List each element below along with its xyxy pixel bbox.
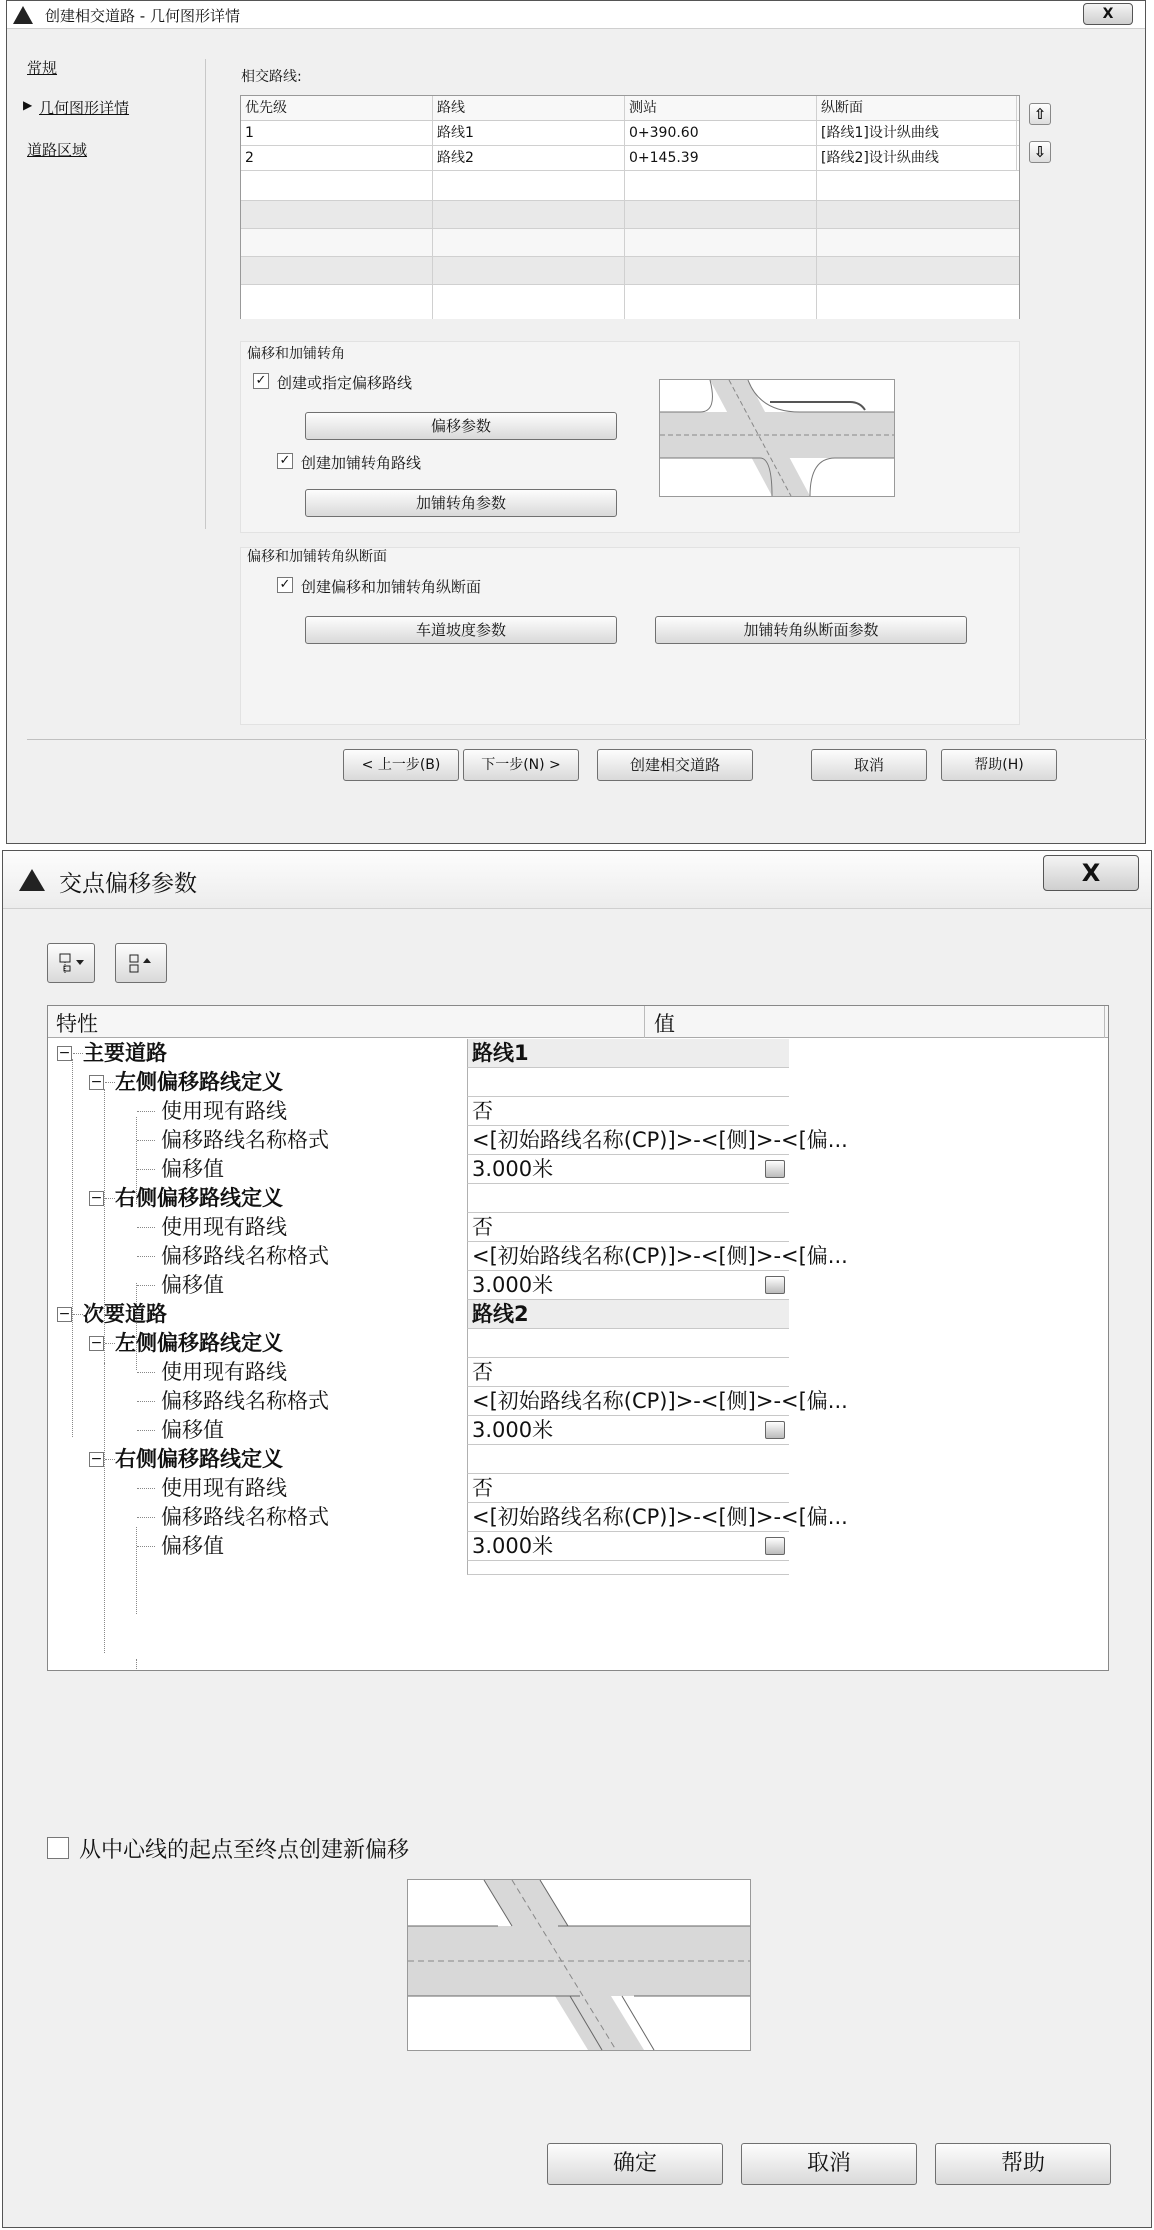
table-header bbox=[241, 96, 1019, 121]
new-offset-label: 从中心线的起点至终点创建新偏移 bbox=[79, 1838, 410, 1863]
table-row[interactable] bbox=[241, 121, 1019, 146]
property-label: 使用现有路线 bbox=[161, 1476, 287, 1500]
grid-header bbox=[48, 1006, 1108, 1038]
subsection-value bbox=[467, 1068, 789, 1097]
subsection-label: 右侧偏移路线定义 bbox=[115, 1186, 283, 1210]
help-button[interactable]: 帮助 bbox=[935, 2143, 1111, 2185]
use-existing-value-text: 否 bbox=[472, 1099, 493, 1123]
group1-title: 偏移和加铺转角 bbox=[247, 346, 345, 362]
create-intersection-button[interactable]: 创建相交道路 bbox=[597, 749, 753, 781]
cell-profile: [路线1]设计纵曲线 bbox=[817, 121, 1017, 145]
property-row[interactable] bbox=[49, 1387, 848, 1416]
cell-priority: 1 bbox=[241, 121, 433, 145]
section-row[interactable] bbox=[49, 1039, 789, 1068]
cancel-button[interactable]: 取消 bbox=[741, 2143, 917, 2185]
empty-row bbox=[49, 1561, 789, 1575]
title-bar bbox=[7, 1, 1145, 29]
pick-in-drawing-icon[interactable] bbox=[765, 1537, 785, 1555]
col-priority[interactable]: 优先级 bbox=[241, 96, 433, 120]
subsection-label: 右侧偏移路线定义 bbox=[115, 1447, 283, 1471]
collapse-icon[interactable]: − bbox=[90, 1451, 103, 1467]
table-row[interactable] bbox=[241, 146, 1019, 171]
cell-station: 0+390.60 bbox=[625, 121, 817, 145]
curb-profile-button[interactable]: 加铺转角纵断面参数 bbox=[655, 616, 967, 644]
cancel-button[interactable]: 取消 bbox=[811, 749, 927, 781]
nav-geometry[interactable]: 几何图形详情 bbox=[39, 99, 130, 117]
collapse-icon[interactable]: − bbox=[58, 1045, 71, 1061]
property-row[interactable] bbox=[49, 1416, 789, 1445]
lane-slope-button[interactable]: 车道坡度参数 bbox=[305, 616, 617, 644]
property-row[interactable] bbox=[49, 1474, 789, 1503]
dialog-title: 交点偏移参数 bbox=[59, 871, 197, 897]
profile-checkbox-label: 创建偏移和加铺转角纵断面 bbox=[301, 578, 482, 596]
property-row[interactable] bbox=[49, 1126, 848, 1155]
offset-value-text: 3.000米 bbox=[472, 1157, 554, 1181]
empty-row bbox=[241, 229, 1019, 257]
property-row[interactable] bbox=[49, 1242, 848, 1271]
close-button[interactable]: X bbox=[1043, 855, 1139, 891]
offset-value-text: 3.000米 bbox=[472, 1273, 554, 1297]
cell-priority: 2 bbox=[241, 146, 433, 170]
offset-value-text: 3.000米 bbox=[472, 1418, 554, 1442]
property-label: 偏移值 bbox=[161, 1534, 224, 1558]
empty-row bbox=[241, 201, 1019, 229]
section-value[interactable]: 路线1 bbox=[467, 1039, 789, 1068]
empty-row bbox=[241, 257, 1019, 285]
offset-checkbox[interactable]: ✓ bbox=[253, 373, 269, 389]
nav-divider bbox=[205, 59, 206, 529]
subsection-label: 左侧偏移路线定义 bbox=[115, 1331, 283, 1355]
collapse-icon[interactable]: − bbox=[90, 1190, 103, 1206]
collapse-icon[interactable]: − bbox=[90, 1335, 103, 1351]
use-existing-value[interactable] bbox=[467, 1474, 789, 1503]
section-value[interactable]: 路线2 bbox=[467, 1300, 789, 1329]
offset-preview-image bbox=[659, 379, 895, 497]
header-divider bbox=[644, 1006, 645, 1038]
list-label: 相交路线: bbox=[241, 69, 302, 85]
pick-in-drawing-icon[interactable] bbox=[765, 1421, 785, 1439]
alphabetical-view-button[interactable] bbox=[115, 943, 167, 983]
intersection-preview-image bbox=[407, 1879, 751, 2051]
ok-button[interactable]: 确定 bbox=[547, 2143, 723, 2185]
col-alignment[interactable]: 路线 bbox=[433, 96, 625, 120]
col-profile[interactable]: 纵断面 bbox=[817, 96, 1017, 120]
intersection-dialog bbox=[6, 0, 1146, 844]
title-bar bbox=[3, 851, 1151, 909]
cell-alignment: 路线1 bbox=[433, 121, 625, 145]
section-label: 次要道路 bbox=[83, 1302, 167, 1326]
subsection-value bbox=[467, 1329, 789, 1358]
header-divider bbox=[1104, 1006, 1105, 1038]
help-button[interactable]: 帮助(H) bbox=[941, 749, 1057, 781]
back-button[interactable]: < 上一步(B) bbox=[343, 749, 459, 781]
autocad-logo-icon bbox=[19, 869, 45, 891]
subsection-value bbox=[467, 1184, 789, 1213]
subsection-row[interactable] bbox=[49, 1184, 789, 1213]
header-property[interactable]: 特性 bbox=[56, 1012, 98, 1036]
subsection-value bbox=[467, 1445, 789, 1474]
property-label: 偏移路线名称格式 bbox=[161, 1389, 329, 1413]
property-row[interactable] bbox=[49, 1155, 789, 1184]
name-format-value[interactable] bbox=[467, 1242, 848, 1271]
pick-in-drawing-icon[interactable] bbox=[765, 1276, 785, 1294]
col-station[interactable]: 测站 bbox=[625, 96, 817, 120]
pick-in-drawing-icon[interactable] bbox=[765, 1160, 785, 1178]
name-format-value-text: <[初始路线名称(CP)]>-<[侧]>-<[偏... bbox=[472, 1505, 848, 1529]
property-label: 偏移值 bbox=[161, 1273, 224, 1297]
property-row[interactable] bbox=[49, 1503, 848, 1532]
offset-value[interactable] bbox=[467, 1155, 789, 1184]
subsection-row[interactable] bbox=[49, 1068, 789, 1097]
property-row[interactable] bbox=[49, 1532, 789, 1561]
collapse-icon[interactable]: − bbox=[90, 1074, 103, 1090]
use-existing-value[interactable] bbox=[467, 1358, 789, 1387]
property-label: 使用现有路线 bbox=[161, 1215, 287, 1239]
alignments-table bbox=[240, 95, 1020, 319]
property-row[interactable] bbox=[49, 1271, 789, 1300]
nav-general[interactable]: 常规 bbox=[27, 59, 58, 77]
property-row[interactable] bbox=[49, 1097, 789, 1126]
property-label: 偏移值 bbox=[161, 1418, 224, 1442]
cell-station: 0+145.39 bbox=[625, 146, 817, 170]
name-format-value-text: <[初始路线名称(CP)]>-<[侧]>-<[偏... bbox=[472, 1244, 848, 1268]
next-button[interactable]: 下一步(N) > bbox=[463, 749, 579, 781]
property-label: 偏移路线名称格式 bbox=[161, 1128, 329, 1152]
property-grid bbox=[47, 1005, 1109, 1671]
section-row[interactable] bbox=[49, 1300, 789, 1329]
new-offset-checkbox[interactable] bbox=[47, 1837, 69, 1859]
property-label: 偏移路线名称格式 bbox=[161, 1244, 329, 1268]
categorized-view-button[interactable] bbox=[47, 943, 95, 983]
curb-checkbox[interactable]: ✓ bbox=[277, 453, 293, 469]
offset-value-text: 3.000米 bbox=[472, 1534, 554, 1558]
nav-region[interactable]: 道路区域 bbox=[27, 141, 88, 159]
curb-checkbox-label: 创建加铺转角路线 bbox=[301, 454, 422, 472]
name-format-value-text: <[初始路线名称(CP)]>-<[侧]>-<[偏... bbox=[472, 1389, 848, 1413]
curb-params-button[interactable]: 加铺转角参数 bbox=[305, 489, 617, 517]
property-label: 使用现有路线 bbox=[161, 1099, 287, 1123]
name-format-value[interactable] bbox=[467, 1503, 848, 1532]
group2-title: 偏移和加铺转角纵断面 bbox=[247, 549, 387, 565]
name-format-value[interactable] bbox=[467, 1126, 848, 1155]
empty-row bbox=[241, 171, 1019, 201]
offset-value[interactable] bbox=[467, 1532, 789, 1561]
autocad-logo-icon bbox=[13, 6, 33, 24]
name-format-value[interactable] bbox=[467, 1387, 848, 1416]
grid-body bbox=[48, 1039, 1108, 1671]
use-existing-value-text: 否 bbox=[472, 1215, 493, 1239]
cell-alignment: 路线2 bbox=[433, 146, 625, 170]
section-label: 主要道路 bbox=[83, 1041, 167, 1065]
property-label: 偏移值 bbox=[161, 1157, 224, 1181]
property-row[interactable] bbox=[49, 1358, 789, 1387]
property-row[interactable] bbox=[49, 1213, 789, 1242]
collapse-icon[interactable]: − bbox=[58, 1306, 71, 1322]
offset-checkbox-label: 创建或指定偏移路线 bbox=[277, 374, 413, 392]
dialog-title: 创建相交道路 - 几何图形详情 bbox=[45, 7, 240, 25]
nav-arrow-icon: ▶ bbox=[23, 98, 33, 112]
subsection-label: 左侧偏移路线定义 bbox=[115, 1070, 283, 1094]
move-up-button[interactable]: ⇧ bbox=[1029, 103, 1051, 125]
use-existing-value[interactable] bbox=[467, 1097, 789, 1126]
offset-value[interactable] bbox=[467, 1271, 789, 1300]
use-existing-value-text: 否 bbox=[472, 1476, 493, 1500]
close-button[interactable]: X bbox=[1083, 3, 1133, 25]
header-value[interactable]: 值 bbox=[654, 1012, 675, 1036]
property-label: 使用现有路线 bbox=[161, 1360, 287, 1384]
empty-row bbox=[241, 285, 1019, 319]
subsection-row[interactable] bbox=[49, 1329, 789, 1358]
subsection-row[interactable] bbox=[49, 1445, 789, 1474]
profile-checkbox[interactable]: ✓ bbox=[277, 577, 293, 593]
offset-params-button[interactable]: 偏移参数 bbox=[305, 412, 617, 440]
offset-value[interactable] bbox=[467, 1416, 789, 1445]
offset-params-dialog bbox=[2, 850, 1152, 2228]
move-down-button[interactable]: ⇩ bbox=[1029, 141, 1051, 163]
use-existing-value[interactable] bbox=[467, 1213, 789, 1242]
name-format-value-text: <[初始路线名称(CP)]>-<[侧]>-<[偏... bbox=[472, 1128, 848, 1152]
property-label: 偏移路线名称格式 bbox=[161, 1505, 329, 1529]
bottom-divider bbox=[27, 739, 1147, 740]
use-existing-value-text: 否 bbox=[472, 1360, 493, 1384]
cell-profile: [路线2]设计纵曲线 bbox=[817, 146, 1017, 170]
